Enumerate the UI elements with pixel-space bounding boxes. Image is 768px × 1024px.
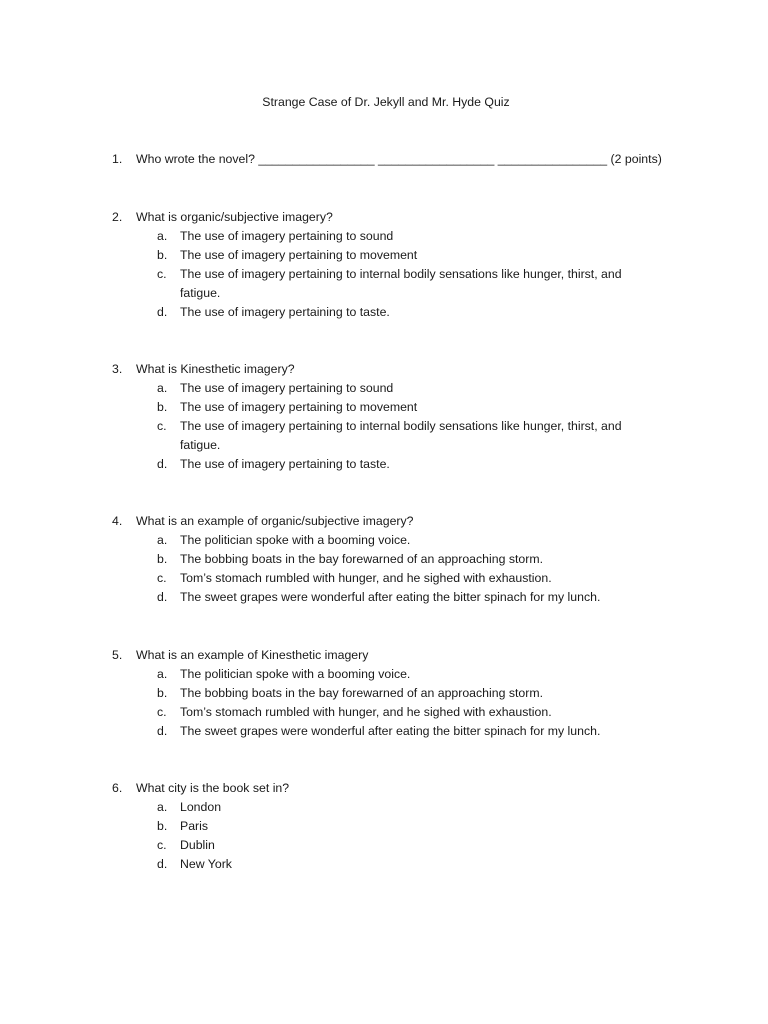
option-text: The bobbing boats in the bay forewarned of an approaching storm. [180,686,543,700]
question-number: 2. [112,210,123,224]
option-letter: a. [157,229,168,243]
answer-option [112,455,692,474]
option-text: Dublin [180,838,215,852]
question-2 [112,208,692,322]
option-letter: c. [157,571,167,585]
answer-option [112,246,692,265]
question-number: 5. [112,648,123,662]
question-text: What is organic/subjective imagery? [136,210,333,224]
option-text: Tom’s stomach rumbled with hunger, and he sighed with exhaustion. [180,571,552,585]
option-text: The use of imagery pertaining to taste. [180,457,390,471]
question-3 [112,360,692,474]
option-text: The use of imagery pertaining to sound [180,381,394,395]
option-letter: b. [157,248,168,262]
option-letter: a. [157,667,168,681]
question-number: 4. [112,514,123,528]
question-6 [112,779,692,874]
option-text: Paris [180,819,209,833]
quiz-title: Strange Case of Dr. Jekyll and Mr. Hyde Quiz [262,95,510,109]
option-text: The use of imagery pertaining to taste. [180,305,390,319]
answer-options [112,227,692,322]
question-text: What is an example of organic/subjective imagery? [136,514,414,528]
question-1 [112,150,692,169]
option-text: The use of imagery pertaining to internal bodily sensations like hunger, thirst, and fatigue. [180,419,622,452]
answer-option [112,817,692,836]
option-letter: d. [157,724,168,738]
question-text: What is an example of Kinesthetic imagery [136,648,369,662]
question-text: What city is the book set in? [136,781,290,795]
question-text: Who wrote the novel? _________________ _________________ ________________ (2 points) [136,152,662,166]
answer-option [112,303,692,322]
answer-option [112,665,692,684]
option-text: The use of imagery pertaining to movement [180,248,418,262]
option-letter: a. [157,381,168,395]
option-letter: b. [157,686,168,700]
answer-option [112,836,692,855]
question-number: 1. [112,152,123,166]
answer-option [112,379,692,398]
answer-option [112,798,692,817]
question-5 [112,646,692,741]
option-letter: a. [157,800,168,814]
answer-option [112,703,692,722]
option-text: The politician spoke with a booming voice. [180,533,411,547]
option-letter: a. [157,533,168,547]
answer-option [112,417,692,455]
option-letter: b. [157,400,168,414]
option-text: The sweet grapes were wonderful after eating the bitter spinach for my lunch. [180,590,601,604]
option-letter: d. [157,857,168,871]
option-text: The use of imagery pertaining to internal bodily sensations like hunger, thirst, and fatigue. [180,267,622,300]
option-text: The use of imagery pertaining to sound [180,229,394,243]
option-text: London [180,800,222,814]
answer-options [112,531,692,607]
option-letter: d. [157,305,168,319]
question-number: 3. [112,362,123,376]
answer-option [112,227,692,246]
answer-option [112,588,692,607]
answer-options [112,379,692,474]
question-number: 6. [112,781,123,795]
answer-option [112,684,692,703]
answer-options [112,665,692,741]
option-letter: d. [157,457,168,471]
answer-option [112,531,692,550]
answer-option [112,265,692,303]
option-text: The sweet grapes were wonderful after eating the bitter spinach for my lunch. [180,724,601,738]
answer-option [112,398,692,417]
question-text: What is Kinesthetic imagery? [136,362,295,376]
option-letter: c. [157,705,167,719]
option-text: Tom’s stomach rumbled with hunger, and he sighed with exhaustion. [180,705,552,719]
answer-options [112,798,692,874]
option-letter: c. [157,838,167,852]
option-text: The politician spoke with a booming voice. [180,667,411,681]
answer-option [112,569,692,588]
answer-option [112,550,692,569]
option-text: New York [180,857,232,871]
option-letter: b. [157,552,168,566]
option-letter: c. [157,267,167,281]
option-letter: b. [157,819,168,833]
option-text: The use of imagery pertaining to movement [180,400,418,414]
option-text: The bobbing boats in the bay forewarned of an approaching storm. [180,552,543,566]
question-4 [112,512,692,607]
option-letter: d. [157,590,168,604]
answer-option [112,855,692,874]
answer-option [112,722,692,741]
option-letter: c. [157,419,167,433]
